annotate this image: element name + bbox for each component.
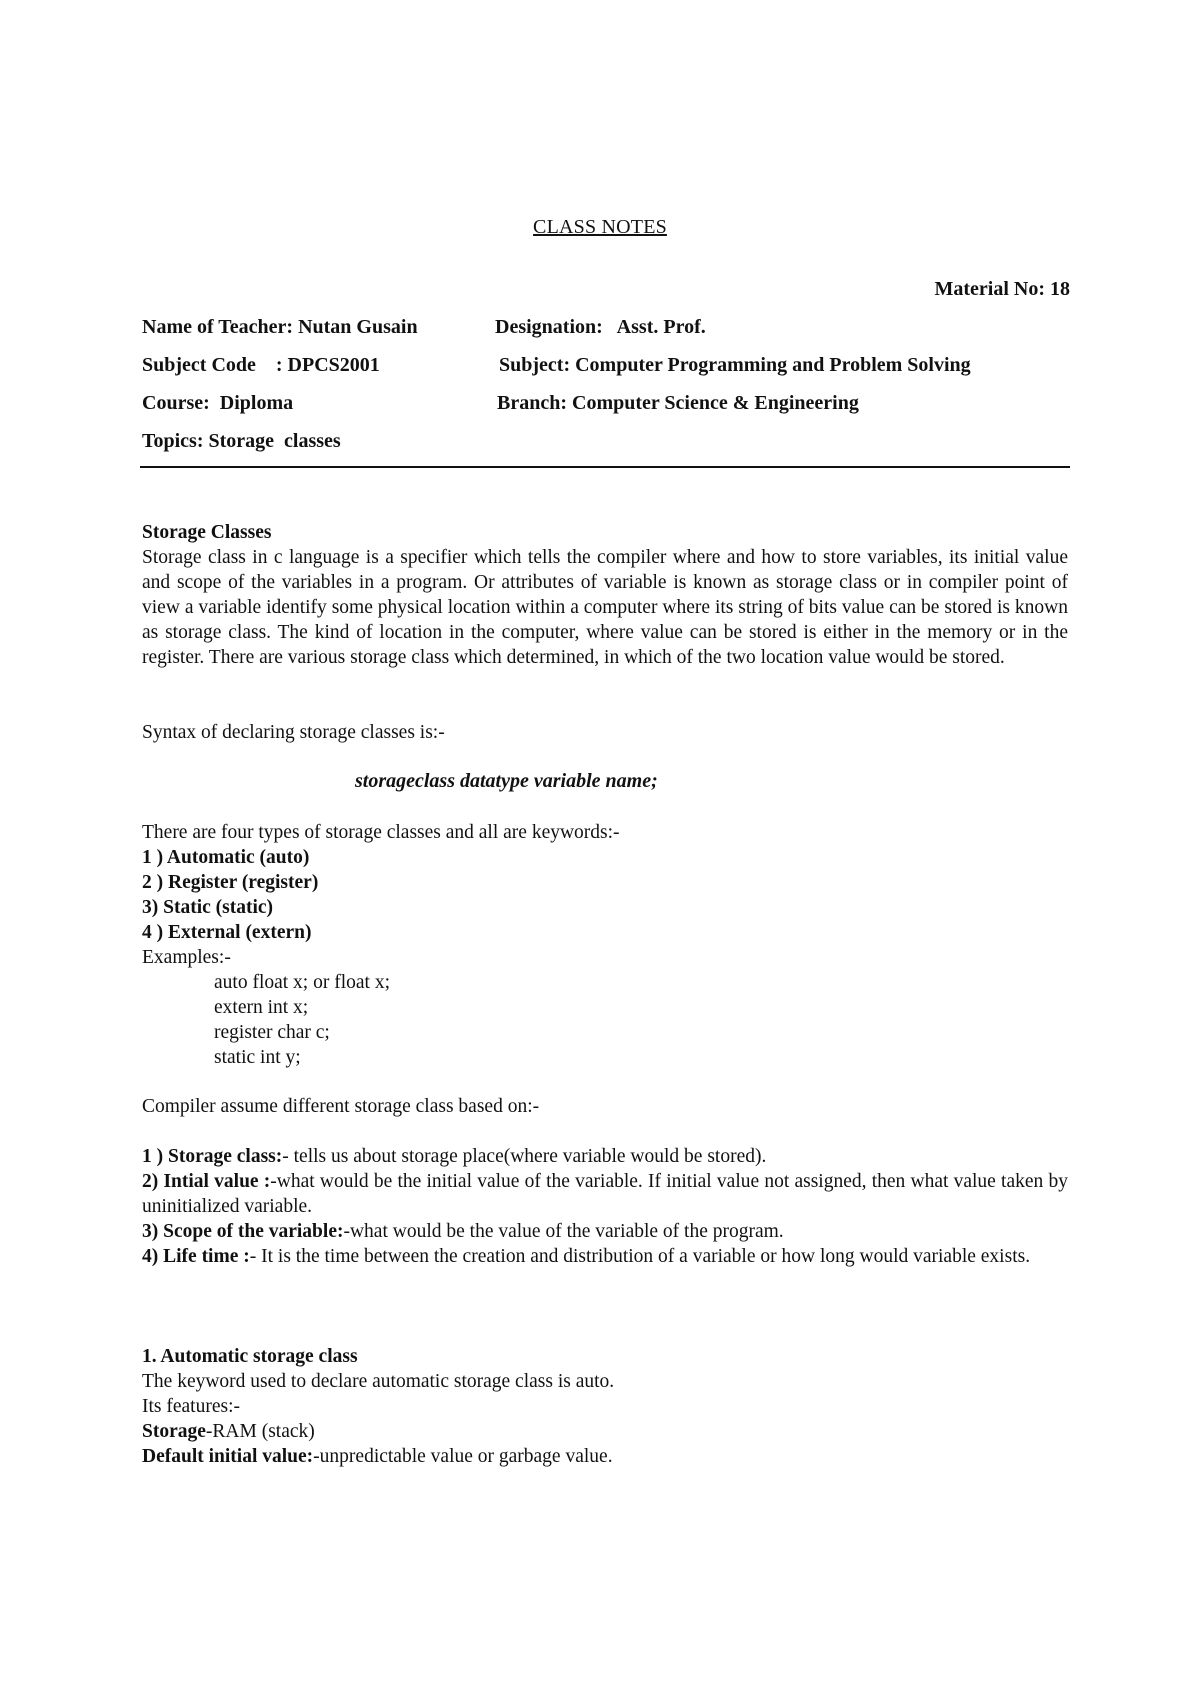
type-item: 4 ) External (extern)	[142, 922, 312, 943]
criteria-label: 3) Scope of the variable:	[142, 1221, 344, 1242]
course: Course: Diploma	[142, 392, 294, 414]
subject-code: Subject Code : DPCS2001	[142, 354, 380, 376]
section-line: The keyword used to declare automatic storage class is auto.	[142, 1371, 615, 1392]
criteria-text: -what would be the initial value of the variable. If initial value not assigned, then what value taken by uninitialized variable.	[142, 1171, 1068, 1217]
syntax-intro: Syntax of declaring storage classes is:-	[142, 722, 445, 743]
criteria-item	[142, 1144, 1068, 1169]
example-line: extern int x;	[214, 997, 309, 1018]
type-item: 3) Static (static)	[142, 897, 274, 918]
branch: Branch: Computer Science & Engineering	[497, 392, 859, 414]
criteria-text: - tells us about storage place(where variable would be stored).	[282, 1146, 767, 1167]
feature-label: Storage	[142, 1421, 206, 1442]
criteria-label: 2) Intial value :	[142, 1171, 271, 1192]
criteria-label: 1 ) Storage class:	[142, 1146, 283, 1167]
section-storage-classes	[142, 520, 1068, 670]
example-line: static int y;	[214, 1047, 301, 1068]
type-item: 2 ) Register (register)	[142, 872, 319, 893]
designation: Designation: Asst. Prof.	[495, 316, 706, 338]
syntax-line: storageclass datatype variable name;	[355, 770, 658, 792]
criteria-item	[142, 1219, 1068, 1244]
examples-label: Examples:-	[142, 947, 231, 968]
topics: Topics: Storage classes	[142, 430, 341, 452]
storage-types-block	[142, 820, 1068, 1070]
document-title: CLASS NOTES	[533, 216, 667, 238]
criteria-label: 4) Life time :	[142, 1246, 250, 1267]
subject-name: Subject: Computer Programming and Problem Solving	[499, 354, 971, 376]
feature-text: -RAM (stack)	[205, 1421, 315, 1442]
criteria-item	[142, 1244, 1068, 1269]
example-line: auto float x; or float x;	[214, 972, 390, 993]
example-line: register char c;	[214, 1022, 330, 1043]
meta-row-teacher	[142, 316, 706, 339]
automatic-storage-section	[142, 1344, 1068, 1469]
section-paragraph: Storage class in c language is a specifier which tells the compiler where and how to store variables, its initial value and scope of the variables in a program. Or attributes of variable is known as storage class or in compiler point of view a variable identify some physical location within a computer where its string of bits value can be stored is known as storage class. The kind of location in the computer, where value can be stored is either in the memory or in the register. There are various storage class which determined, in which of the two location value would be stored.	[142, 547, 1068, 668]
teacher-name: Name of Teacher: Nutan Gusain	[142, 316, 418, 338]
meta-row-subject	[142, 354, 971, 377]
criteria-text: -what would be the value of the variable of the program.	[343, 1221, 784, 1242]
meta-row-course	[142, 392, 859, 415]
criteria-item	[142, 1169, 1068, 1219]
storage-feature	[142, 1419, 1068, 1444]
types-intro: There are four types of storage classes and all are keywords:-	[142, 822, 620, 843]
feature-text: -unpredictable value or garbage value.	[313, 1446, 613, 1467]
section-heading: 1. Automatic storage class	[142, 1346, 358, 1367]
material-number: Material No: 18	[934, 278, 1070, 300]
compiler-assume-intro: Compiler assume different storage class based on:-	[142, 1096, 540, 1117]
section-heading: Storage Classes	[142, 522, 272, 543]
header-divider	[140, 466, 1070, 468]
default-value-feature	[142, 1444, 1068, 1469]
criteria-text: - It is the time between the creation and distribution of a variable or how long would variable exists.	[249, 1246, 1031, 1267]
section-line: Its features:-	[142, 1396, 240, 1417]
compiler-criteria-list	[142, 1144, 1068, 1269]
feature-label: Default initial value:	[142, 1446, 314, 1467]
type-item: 1 ) Automatic (auto)	[142, 847, 310, 868]
meta-row-topics	[142, 430, 341, 453]
